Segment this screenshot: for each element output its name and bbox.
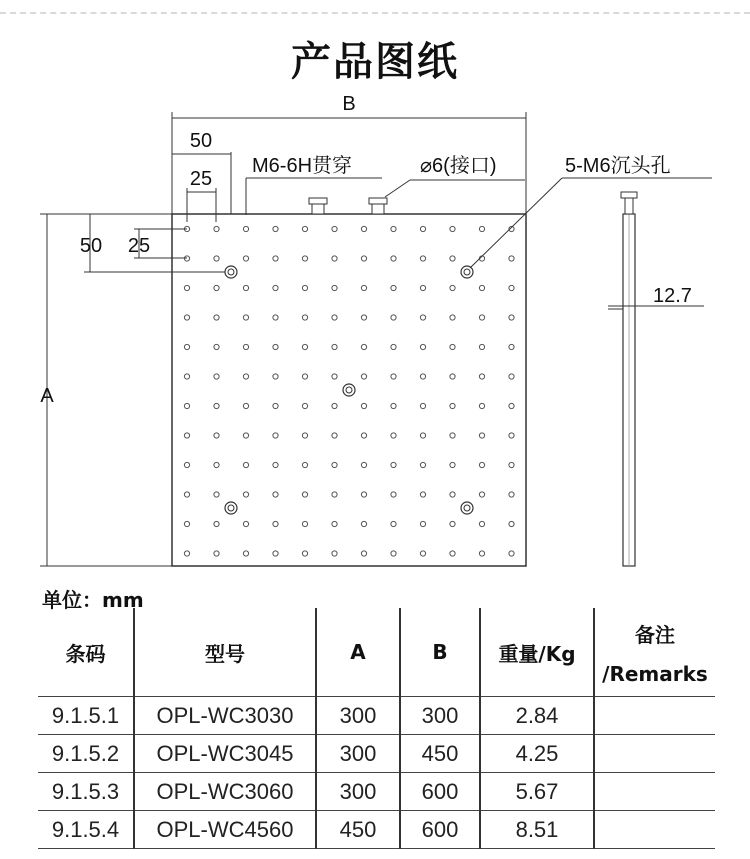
port-connector-cap xyxy=(309,198,327,204)
cell-barcode: 9.1.5.1 xyxy=(38,697,134,735)
dimension-50-top-label: 50 xyxy=(189,130,213,152)
header-remarks xyxy=(594,608,715,697)
unit-label: 单位：mm xyxy=(42,588,144,612)
cell-barcode: 9.1.5.4 xyxy=(38,811,134,849)
side-view xyxy=(621,192,637,566)
cell-b: 450 xyxy=(400,735,480,773)
cell-remarks xyxy=(594,735,715,773)
port-connectors xyxy=(309,198,387,214)
cell-barcode: 9.1.5.2 xyxy=(38,735,134,773)
cell-a: 450 xyxy=(316,811,400,849)
cell-model: OPL-WC3045 xyxy=(134,735,316,773)
cell-model: OPL-WC3030 xyxy=(134,697,316,735)
cell-weight: 2.84 xyxy=(480,697,594,735)
cell-remarks xyxy=(594,811,715,849)
table-row xyxy=(38,773,715,811)
dimension-b-label: B xyxy=(342,93,356,115)
dimension-25-top-label: 25 xyxy=(189,168,213,190)
port-connector-cap xyxy=(369,198,387,204)
label-thread: M6-6H贯穿 xyxy=(252,155,353,177)
header-remarks-en: /Remarks xyxy=(602,661,708,686)
header-a: A xyxy=(316,608,400,697)
plate-outline xyxy=(172,214,526,566)
cell-weight: 5.67 xyxy=(480,773,594,811)
cell-a: 300 xyxy=(316,773,400,811)
page-title: 产品图纸 xyxy=(291,39,459,85)
table-row xyxy=(38,735,715,773)
cell-b: 300 xyxy=(400,697,480,735)
cell-a: 300 xyxy=(316,697,400,735)
cell-model: OPL-WC3060 xyxy=(134,773,316,811)
header-remarks-cn: 备注 xyxy=(635,622,675,647)
table-row xyxy=(38,811,715,849)
header-weight: 重量/Kg xyxy=(480,608,594,697)
cell-weight: 4.25 xyxy=(480,735,594,773)
label-port: ⌀6(接口) xyxy=(420,155,497,177)
dimension-25-left-label: 25 xyxy=(127,235,151,257)
port-connector xyxy=(312,204,324,214)
spec-table xyxy=(38,608,715,849)
dimension-a-lines xyxy=(40,214,172,566)
cell-weight: 8.51 xyxy=(480,811,594,849)
table-header-row xyxy=(38,608,715,697)
table-row xyxy=(38,697,715,735)
cell-model: OPL-WC4560 xyxy=(134,811,316,849)
header-model: 型号 xyxy=(134,608,316,697)
leader-port xyxy=(385,180,525,197)
header-b: B xyxy=(400,608,480,697)
cell-barcode: 9.1.5.3 xyxy=(38,773,134,811)
dimension-thickness-label: 12.7 xyxy=(653,285,692,307)
cell-b: 600 xyxy=(400,811,480,849)
port-connector xyxy=(372,204,384,214)
label-counterbore: 5-M6沉头孔 xyxy=(565,155,671,177)
header-barcode: 条码 xyxy=(38,608,134,697)
dimension-50-left-label: 50 xyxy=(79,235,103,257)
cell-a: 300 xyxy=(316,735,400,773)
cell-b: 600 xyxy=(400,773,480,811)
dimension-a-label: A xyxy=(40,385,54,407)
cell-remarks xyxy=(594,697,715,735)
cell-remarks xyxy=(594,773,715,811)
